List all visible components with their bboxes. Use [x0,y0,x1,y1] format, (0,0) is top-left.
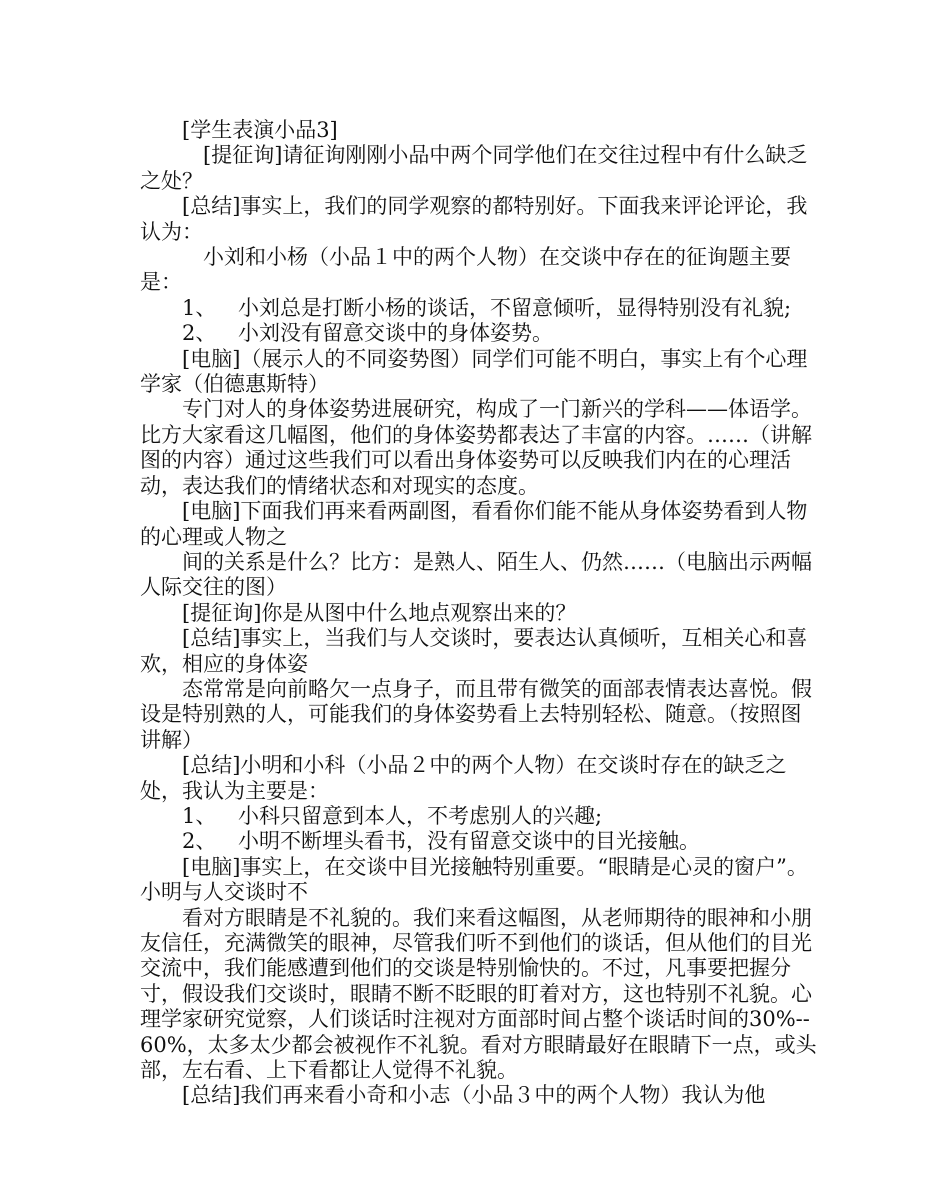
document-body [140,118,820,1109]
list-item-text: 小刘总是打断小杨的谈话，不留意倾听，显得特别没有礼貌; [238,295,792,320]
list-number: 2、 [182,829,217,854]
list-number: 1、 [182,803,217,828]
paragraph: [总结]事实上，当我们与人交谈时，要表达认真倾听，互相关心和喜欢，相应的身体姿 [140,626,808,676]
list-item-text: 小刘没有留意交谈中的身体姿势。 [238,321,553,346]
paragraph: [提征询]你是从图中什么地点观察出来的？ [182,600,577,625]
paragraph: 专门对人的身体姿势进展研究，构成了一门新兴的学科——体语学。比方大家看这几幅图，他们的身体姿势都表达了丰富的内容。……（讲解图的内容）通过这些我们可以看出身体姿势可以反映我们内在的心理活动，表达我们的情绪状态和对现实的态度。 [140,397,812,498]
list-item [140,829,820,854]
paragraph: [电脑]事实上，在交谈中目光接触特别重要。“眼睛是心灵的窗户”。小明与人交谈时不 [140,854,808,905]
list-item-text: 小科只留意到本人，不考虑别人的兴趣; [238,803,603,828]
paragraph: [总结]我们再来看小奇和小志（小品３中的两个人物）我认为他 [182,1083,766,1108]
paragraph: [总结]小明和小科（小品２中的两个人物）在交谈时存在的缺乏之处，我认为主要是： [140,753,787,803]
list-item [140,804,820,829]
paragraph: [提征询]请征询刚刚小品中两个同学他们在交往过程中有什么缺乏之处？ [140,143,808,193]
list-item-text: 小明不断埋头看书，没有留意交谈中的目光接触。 [238,829,700,854]
paragraph: [总结]事实上，我们的同学观察的都特别好。下面我来评论评论，我认为： [140,194,808,244]
list-number: 2、 [182,321,217,346]
paragraph: 看对方眼睛是不礼貌的。我们来看这幅图，从老师期待的眼神和小朋友信任，充满微笑的眼神，尽管我们听不到他们的谈话，但从他们的目光交流中，我们能感遭到他们的交谈是特别愉快的。不过，凡事要把握分寸，假设我们交谈时，眼睛不断不眨眼的盯着对方，这也特别不礼貌。心理学家研究觉察，人们谈话时注视对方面部时间占整个谈话时间的30%--60%，太多太少都会被视作不礼貌。看对方眼睛最好在眼睛下一点，或头部，左右看、上下看都让人觉得不礼貌。 [140,905,817,1083]
paragraph: 小刘和小杨（小品１中的两个人物）在交谈中存在的征询题主要是： [140,245,791,295]
paragraph: [电脑]（展示人的不同姿势图）同学们可能不明白，事实上有个心理学家（伯德惠斯特） [140,346,808,397]
list-item [140,296,820,321]
list-number: 1、 [182,295,217,320]
paragraph: [学生表演小品3] [182,118,338,142]
paragraph: [电脑]下面我们再来看两副图，看看你们能不能从身体姿势看到人物的心理或人物之 [140,499,808,549]
paragraph: 间的关系是什么？比方：是熟人、陌生人、仍然……（电脑出示两幅人际交往的图） [140,549,812,600]
paragraph: 态常常是向前略欠一点身子，而且带有微笑的面部表情表达喜悦。假设是特别熟的人，可能我们的身体姿势看上去特别轻松、随意。（按照图讲解） [140,676,812,752]
list-item [140,321,820,346]
